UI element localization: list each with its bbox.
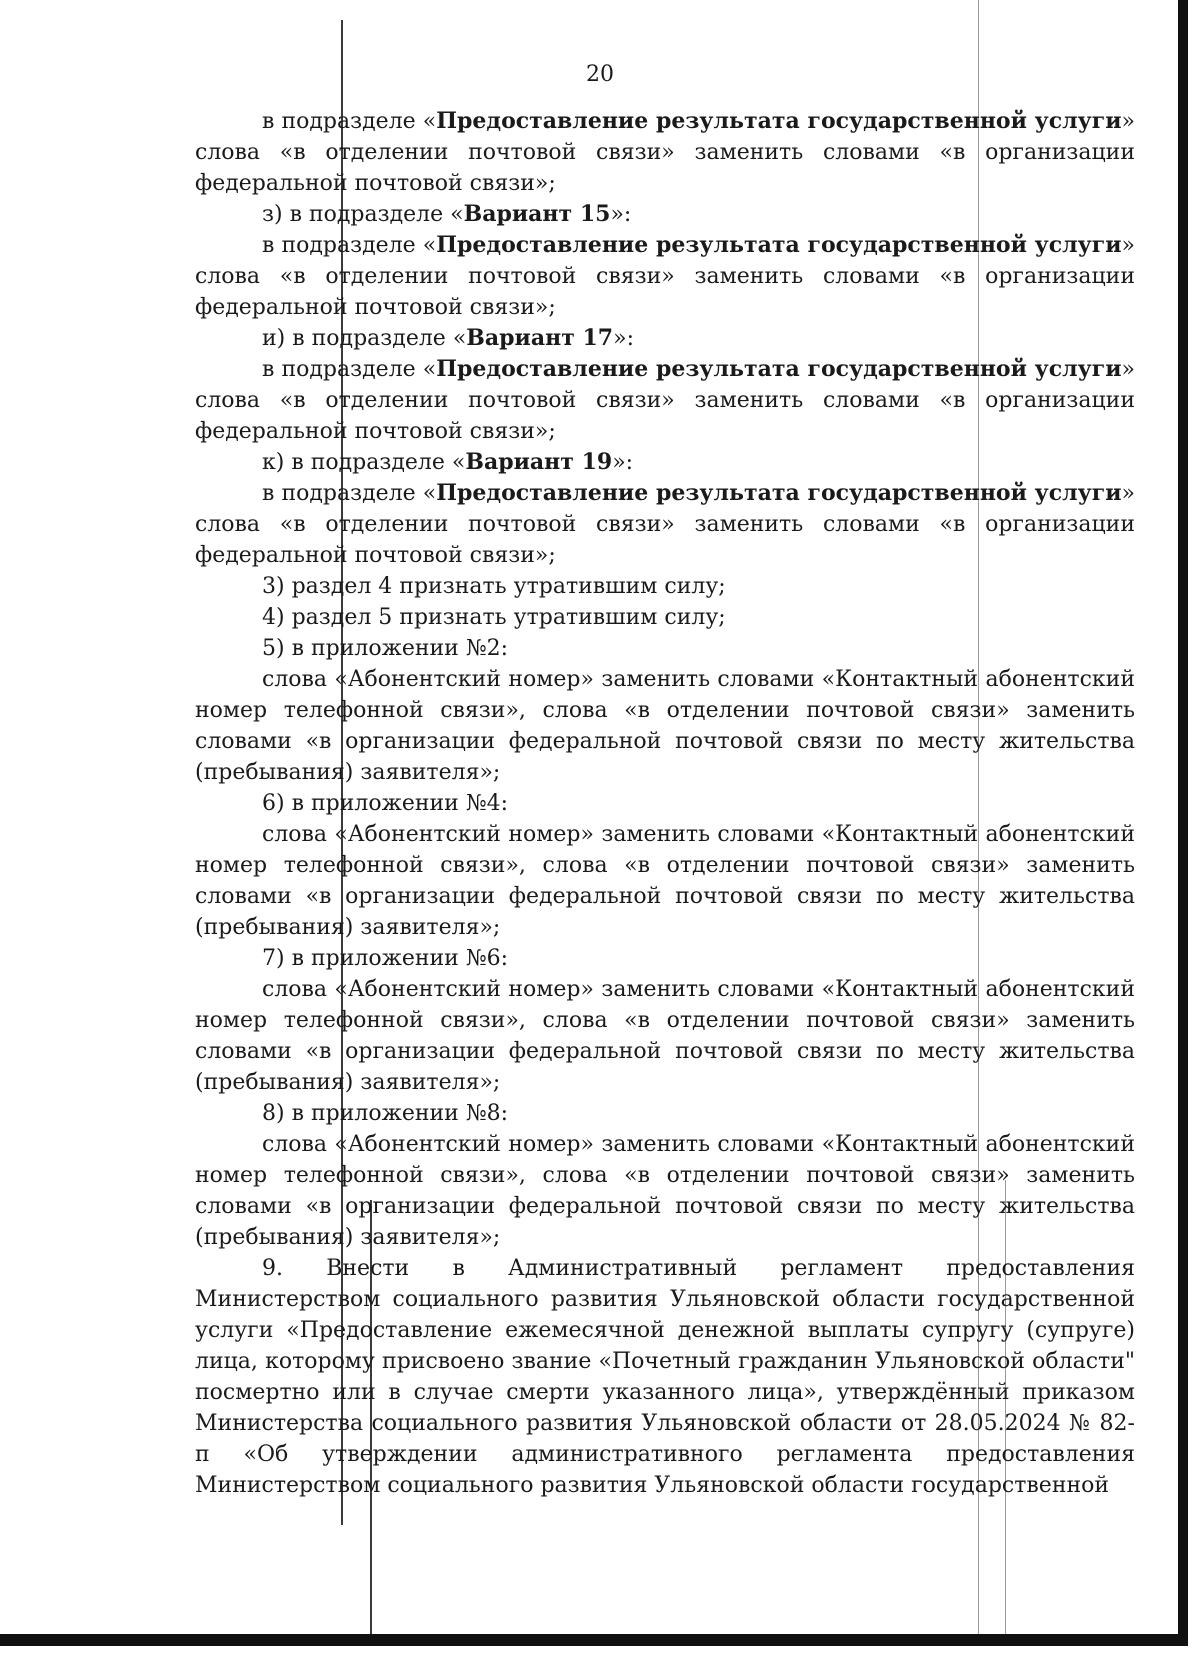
paragraph-bold-text: Предоставление результата государственной услуги [436, 108, 1122, 134]
paragraph-bold-text: Предоставление результата государственной услуги [436, 232, 1122, 258]
paragraph-text: 8) в приложении №8: [262, 1101, 509, 1126]
paragraph-text: 7) в приложении №6: [262, 946, 509, 971]
paragraph [195, 1129, 1135, 1253]
paragraph [195, 819, 1135, 943]
paragraph-text: слова «Абонентский номер» заменить словами «Контактный абонентский номер телефонной связи», слова «в отделении почтовой связи» заменить словами «в организации федеральной почтовой связи по месту жительства (пребывания) заявителя»; [195, 977, 1135, 1095]
paragraph-text: 3) раздел 4 признать утратившим силу; [262, 574, 726, 599]
paragraph-bold-text: Предоставление результата государственной услуги [436, 356, 1122, 382]
scan-edge-bottom [0, 1634, 1188, 1646]
paragraph-text: 9. Внести в Административный регламент предоставления Министерством социального развития Ульяновской области государственной услуги «Предоставление ежемесячной денежной выплаты супругу (супруге) лица, которому присвоено звание «Почетный гражданин Ульяновской области" посмертно или в случае смерти указанного лица», утверждённый приказом Министерства социального развития Ульяновской области от 28.05.2024 № 82-п «Об утверждении административного регламента предоставления Министерством социального развития Ульяновской области государственной [195, 1256, 1135, 1498]
page-number: 20 [586, 62, 614, 87]
paragraph-text: » слова «в отделении почтовой связи» заменить словами «в организации федеральной почтовой связи»; [195, 109, 1136, 196]
paragraph [195, 230, 1135, 323]
paragraph-text: и) в подразделе « [262, 326, 467, 351]
paragraph-text: слова «Абонентский номер» заменить словами «Контактный абонентский номер телефонной связи», слова «в отделении почтовой связи» заменить словами «в организации федеральной почтовой связи по месту жительства (пребывания) заявителя»; [195, 822, 1135, 940]
paragraph-text: » слова «в отделении почтовой связи» заменить словами «в организации федеральной почтовой связи»; [195, 357, 1136, 444]
paragraph [195, 974, 1135, 1098]
paragraph-text: слова «Абонентский номер» заменить словами «Контактный абонентский номер телефонной связи», слова «в отделении почтовой связи» заменить словами «в организации федеральной почтовой связи по месту жительства (пребывания) заявителя»; [195, 1132, 1135, 1250]
paragraph-text: в подразделе « [262, 357, 437, 382]
paragraph [195, 354, 1135, 447]
paragraph [195, 633, 1135, 664]
paragraph-bold-text: Вариант 15 [463, 201, 611, 227]
paragraph-text: 4) раздел 5 признать утратившим силу; [262, 605, 726, 630]
paragraph-bold-text: Вариант 19 [465, 449, 613, 475]
paragraph [195, 602, 1135, 633]
paragraph [195, 199, 1135, 230]
paragraph-text: слова «Абонентский номер» заменить словами «Контактный абонентский номер телефонной связи», слова «в отделении почтовой связи» заменить словами «в организации федеральной почтовой связи по месту жительства (пребывания) заявителя»; [195, 667, 1135, 785]
paragraph [195, 1253, 1135, 1501]
paragraph-text: » слова «в отделении почтовой связи» заменить словами «в организации федеральной почтовой связи»; [195, 481, 1136, 568]
paragraph-bold-text: Вариант 17 [466, 325, 614, 351]
paragraph-text: 6) в приложении №4: [262, 791, 509, 816]
scan-edge-right [1178, 0, 1188, 1638]
paragraph-bold-text: Предоставление результата государственной услуги [436, 480, 1122, 506]
paragraph-text: »: [612, 450, 634, 475]
paragraph [195, 1098, 1135, 1129]
paragraph [195, 664, 1135, 788]
paragraph [195, 478, 1135, 571]
paragraph-text: в подразделе « [262, 233, 437, 258]
paragraph-text: в подразделе « [262, 109, 437, 134]
paragraph-text: » слова «в отделении почтовой связи» заменить словами «в организации федеральной почтовой связи»; [195, 233, 1136, 320]
paragraph-text: в подразделе « [262, 481, 437, 506]
paragraph [195, 323, 1135, 354]
paragraph-text: к) в подразделе « [262, 450, 466, 475]
paragraph-text: з) в подразделе « [262, 202, 464, 227]
paragraph [195, 447, 1135, 478]
paragraph [195, 571, 1135, 602]
paragraph-text: »: [610, 202, 632, 227]
document-body [195, 106, 1135, 1501]
paragraph [195, 788, 1135, 819]
paragraph [195, 106, 1135, 199]
paragraph-text: 5) в приложении №2: [262, 636, 509, 661]
paragraph-text: »: [613, 326, 634, 351]
paragraph [195, 943, 1135, 974]
